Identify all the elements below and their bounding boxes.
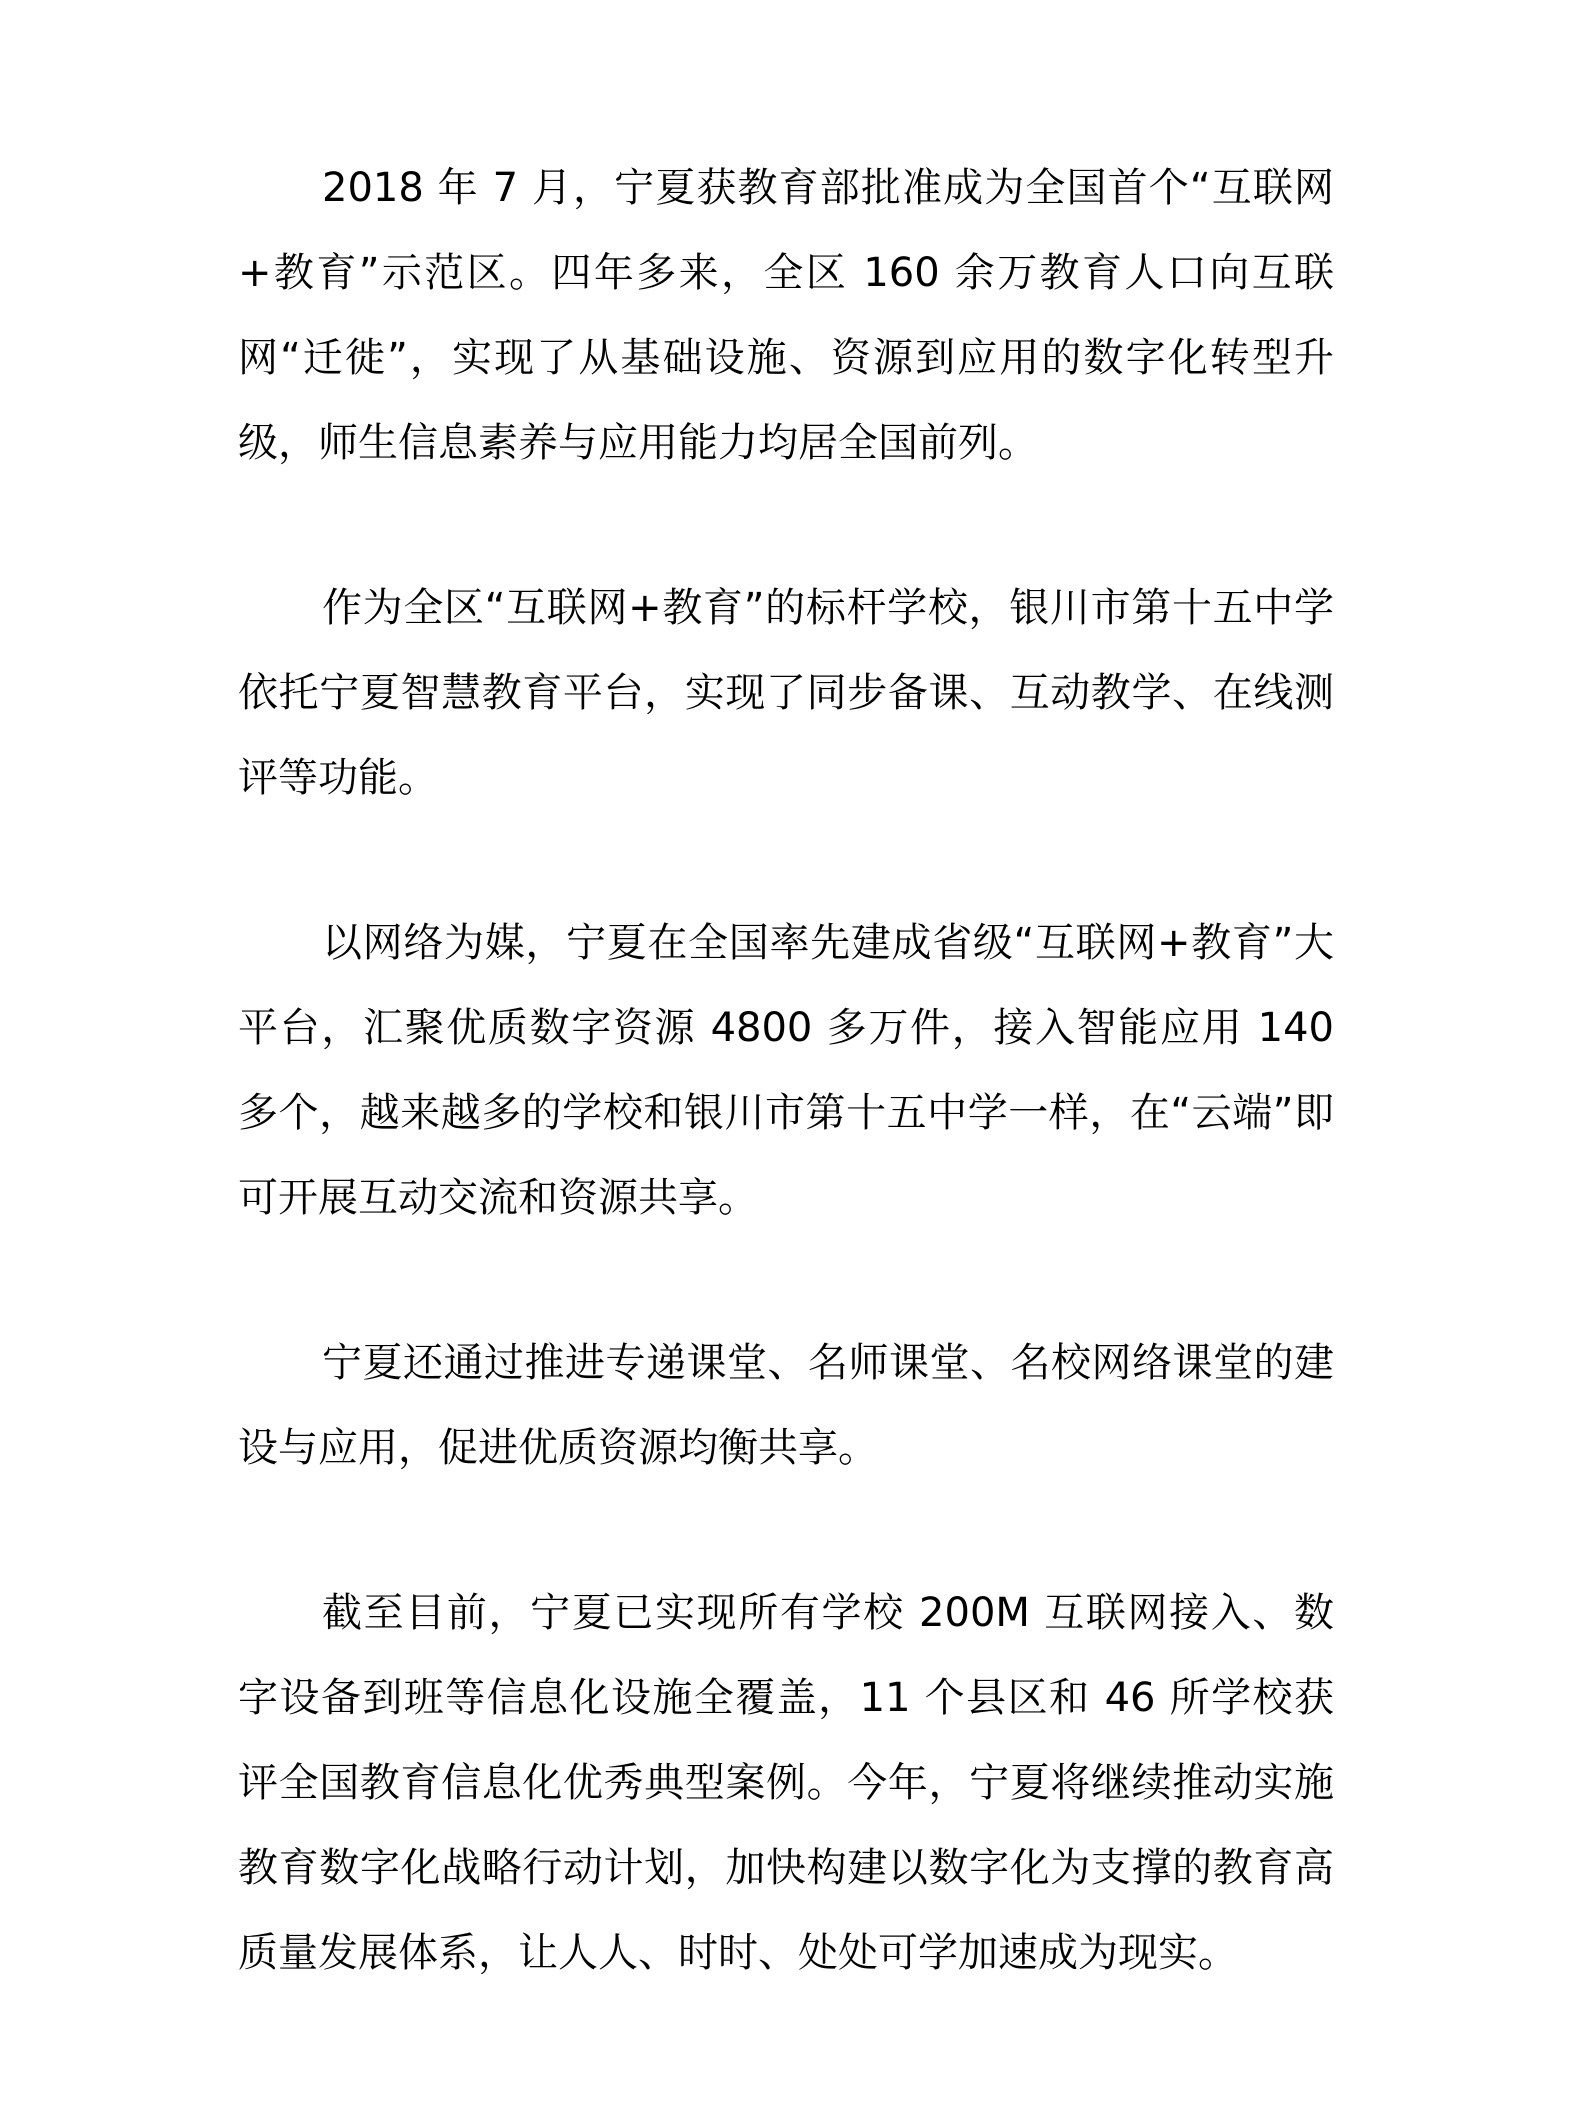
- paragraph-2: 作为全区“互联网+教育”的标杆学校，银川市第十五中学依托宁夏智慧教育平台，实现了同步备课、互动教学、在线测评等功能。: [238, 585, 1334, 801]
- paragraph-1: 2018 年 7 月，宁夏获教育部批准成为全国首个“互联网+教育”示范区。四年多来，全区 160 余万教育人口向互联网“迁徙”，实现了从基础设施、资源到应用的数字化转型升级，师生信息素养与应用能力均居全国前列。: [238, 165, 1334, 466]
- paragraph-3: 以网络为媒，宁夏在全国率先建成省级“互联网+教育”大平台，汇聚优质数字资源 4800 多万件，接入智能应用 140 多个，越来越多的学校和银川市第十五中学一样，在“云端”即可开展互动交流和资源共享。: [238, 920, 1334, 1221]
- paragraph-4: 宁夏还通过推进专递课堂、名师课堂、名校网络课堂的建设与应用，促进优质资源均衡共享。: [238, 1340, 1334, 1471]
- article-body: [238, 146, 1334, 1996]
- paragraph-5: 截至目前，宁夏已实现所有学校 200M 互联网接入、数字设备到班等信息化设施全覆盖，11 个县区和 46 所学校获评全国教育信息化优秀典型案例。今年，宁夏将继续推动实施教育数字化战略行动计划，加快构建以数字化为支撑的教育高质量发展体系，让人人、时时、处处可学加速成为现实。: [238, 1590, 1334, 1976]
